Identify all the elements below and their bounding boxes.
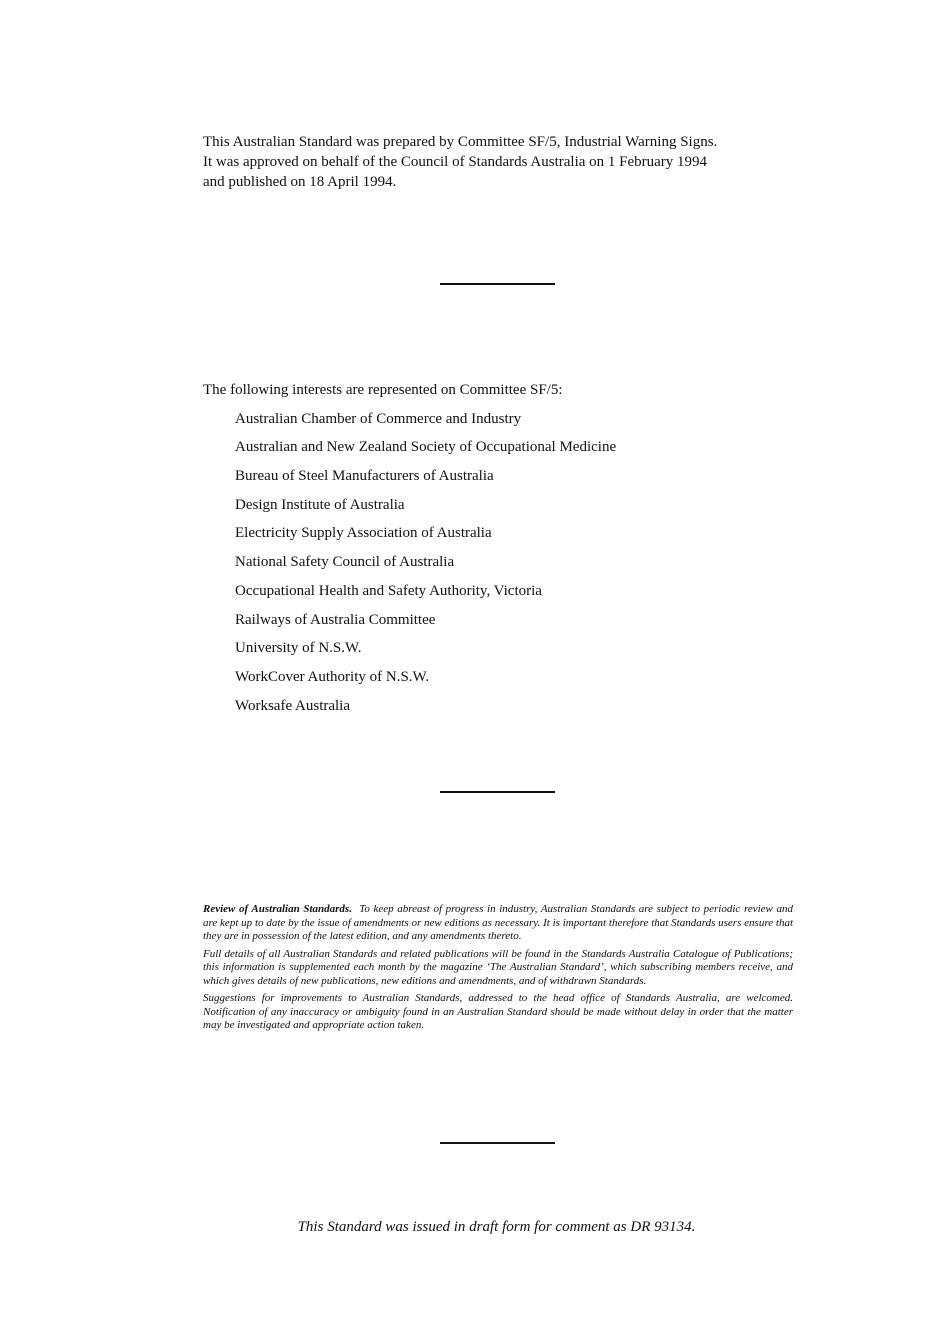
approval-line-3: and published on 18 April 1994. bbox=[203, 174, 397, 190]
committee-member-list bbox=[203, 400, 803, 716]
committee-member: University of N.S.W. bbox=[235, 640, 362, 657]
committee-member: Electricity Supply Association of Australia bbox=[235, 525, 492, 542]
committee-member: Worksafe Australia bbox=[235, 697, 351, 714]
review-paragraph-3: Suggestions for improvements to Australian Standards, addressed to the head office of Standards Australia, are welcomed. Notification of any inaccuracy or ambiguity found in an Australian Standard should be made without delay in order that the matter may be investigated and appropriate action taken. bbox=[203, 992, 793, 1031]
review-notice bbox=[203, 903, 793, 1037]
section-divider-1 bbox=[440, 283, 555, 285]
draft-note: This Standard was issued in draft form for comment as DR 93134. bbox=[297, 1219, 696, 1235]
approval-line-1: This Australian Standard was prepared by Committee SF/5, Industrial Warning Signs. bbox=[203, 134, 718, 150]
committee-member: Australian and New Zealand Society of Occupational Medicine bbox=[235, 439, 617, 456]
committee-member: Occupational Health and Safety Authority, Victoria bbox=[235, 582, 542, 599]
committee-member: Australian Chamber of Commerce and Industry bbox=[235, 410, 522, 427]
section-divider-2 bbox=[440, 791, 555, 793]
review-text-1: To keep abreast of progress in industry, Australian Standards are subject to periodic review and are kept up to date by the issue of amendments or new editions as necessary. It is important therefore that Standards users ensure that they are in possession of the latest edition, and any amendments thereto. bbox=[203, 903, 793, 942]
committee-heading: The following interests are represented on Committee SF/5: bbox=[203, 382, 563, 398]
review-title: Review of Australian Standards. bbox=[203, 903, 352, 915]
review-paragraph-2: Full details of all Australian Standards and related publications will be found in the Standards Australia Catalogue of Publications; this information is supplemented each month by the magazine ‘The Australian Standard’, which subscribing members receive, and which gives details of new publications, new editions and amendments, and of withdrawn Standards. bbox=[203, 947, 793, 987]
committee-member: Design Institute of Australia bbox=[235, 496, 405, 513]
committee-member: Bureau of Steel Manufacturers of Australia bbox=[235, 468, 494, 485]
approval-line-2: It was approved on behalf of the Council of Standards Australia on 1 February 1994 bbox=[203, 154, 708, 170]
approval-statement bbox=[203, 132, 790, 192]
review-paragraph-1 bbox=[203, 903, 793, 944]
committee-member: WorkCover Authority of N.S.W. bbox=[235, 668, 430, 685]
committee-member: Railways of Australia Committee bbox=[235, 611, 436, 628]
section-divider-3 bbox=[440, 1142, 555, 1144]
committee-member: National Safety Council of Australia bbox=[235, 554, 455, 571]
committee-section bbox=[203, 380, 803, 716]
